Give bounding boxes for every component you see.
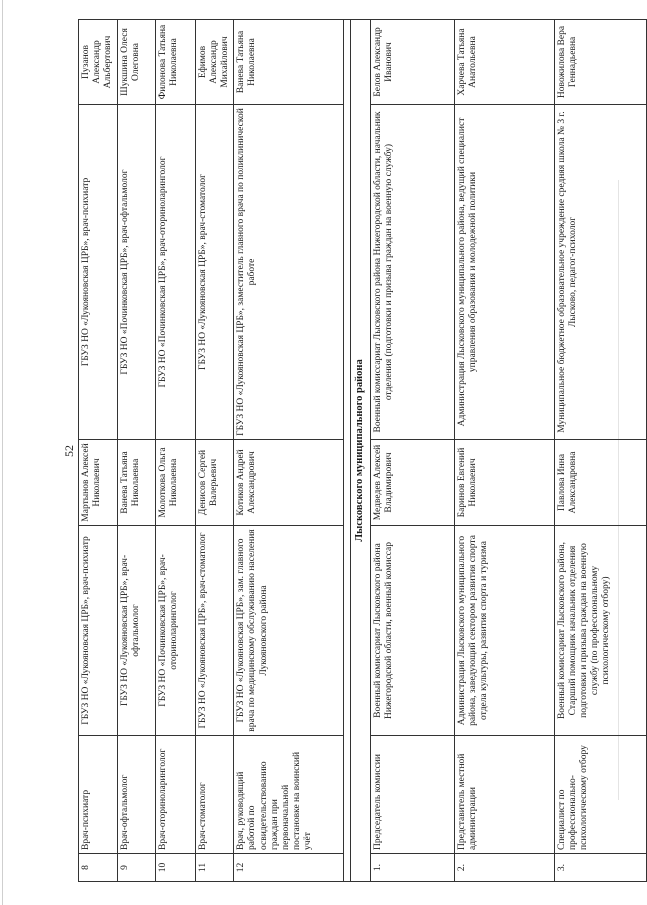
reserve-name-cell: Шукшина Олеся Олеговна [117, 20, 155, 105]
member-organization-cell: ГБУЗ НО «Лукояновская ЦРБ», врач-психиатр [79, 526, 118, 736]
reserve-organization-cell: Военный комиссариат Лысковского района Нижегородской области, начальник отделения (подготовки и призыва граждан на военную службу) [370, 105, 454, 440]
reserve-name-cell: Новожилова Вера Геннадьевна [554, 20, 646, 105]
position-cell: Врач-офтальмолог [117, 736, 155, 854]
table-row [117, 20, 155, 882]
member-organization-cell: Военный комиссариат Лысковского района, Старший помощник начальник отделения подготовки и призыва граждан на военную службу (по профессиональному психологическому отбору) [554, 526, 646, 736]
reserve-name-cell: Филонова Татьяна Николаевна [155, 20, 195, 105]
table-row [79, 20, 118, 882]
table-row [234, 20, 344, 882]
section-title: Лысковского муниципального района [351, 20, 370, 882]
table-row [155, 20, 195, 882]
reserve-organization-cell: ГБУЗ НО «Лукояновская ЦРБ», врач-психиатр [79, 105, 118, 440]
member-name-cell: Павлова Инна Александровна [554, 440, 646, 526]
position-cell: Представитель местной администрации [454, 736, 554, 854]
reserve-organization-cell: ГБУЗ НО «Лукояновская ЦРБ», врач-стоматолог [195, 105, 234, 440]
rotated-document [48, 20, 612, 882]
row-number: 2. [454, 854, 554, 882]
reserve-organization-cell: ГБУЗ НО «Починковская ЦРБ», врач-оториноларинголог [155, 105, 195, 440]
row-number: 8 [79, 854, 118, 882]
page-stage [48, 20, 612, 882]
row-number: 1. [370, 854, 454, 882]
reserve-organization-cell: ГБУЗ НО «Починковская ЦРБ», врач-офтальмолог [117, 105, 155, 440]
commission-table [78, 19, 647, 882]
reserve-organization-cell: Администрация Лысковского муниципального района, ведущий специалист управления образования и молодежной политики [454, 105, 554, 440]
reserve-name-cell: Ванева Татьяна Николаевна [234, 20, 344, 105]
member-organization-cell: ГБУЗ НО «Лукояновская ЦРБ», врач-офтальмолог [117, 526, 155, 736]
reserve-organization-cell: Муниципальное бюджетное образовательное учреждение средняя школа № 3 г. Лысково, педагог-психолог [554, 105, 646, 440]
position-cell: Врач, руководящий работой по освидетельствованию граждан при первоначальной постановке на воинский учёт [234, 736, 344, 854]
member-name-cell: Котиков Андрей Александрович [234, 440, 344, 526]
page-number: 52 [62, 445, 76, 457]
member-name-cell: Молоткова Ольга Николаевна [155, 440, 195, 526]
member-name-cell: Медведев Алексей Владимирович [370, 440, 454, 526]
spacer-row [344, 20, 351, 882]
table-row [554, 20, 646, 882]
reserve-name-cell: Харчева Татьяна Анатольевна [454, 20, 554, 105]
member-organization-cell: ГБУЗ НО «Лукояновская ЦРБ», врач-стоматолог [195, 526, 234, 736]
position-cell: Врач-психиатр [79, 736, 118, 854]
position-cell: Врач-оториноларинголог [155, 736, 195, 854]
row-number: 12 [234, 854, 344, 882]
member-name-cell: Мартынов Алексей Николаевич [79, 440, 118, 526]
reserve-name-cell: Белов Александр Иванович [370, 20, 454, 105]
position-cell: Председатель комиссии [370, 736, 454, 854]
row-number: 10 [155, 854, 195, 882]
reserve-name-cell: Пузанов Александр Альбертович [79, 20, 118, 105]
member-name-cell: Денисов Сергей Валерьевич [195, 440, 234, 526]
table-row [370, 20, 454, 882]
row-number: 9 [117, 854, 155, 882]
reserve-organization-cell: ГБУЗ НО «Лукояновская ЦРБ», заместитель главного врача по поликлинической работе [234, 105, 344, 440]
position-cell: Врач-стоматолог [195, 736, 234, 854]
table-body-top [79, 20, 344, 882]
reserve-name-cell: Ефимов Александр Михайлович [195, 20, 234, 105]
member-name-cell: Ванева Татьяна Николаевна [117, 440, 155, 526]
member-organization-cell: ГБУЗ НО «Починковская ЦРБ», врач-оториноларинголог [155, 526, 195, 736]
position-cell: Специалист по профессионально-психологическому отбору [554, 736, 646, 854]
section-body [344, 20, 370, 882]
member-name-cell: Баринов Евгений Николаевич [454, 440, 554, 526]
member-organization-cell: ГБУЗ НО «Лукояновская ЦРБ», зам. главного врача по медицинскому обслуживанию населения Лукояновского района [234, 526, 344, 736]
section-row [351, 20, 370, 882]
member-organization-cell: Военный комиссариат Лысковского района Нижегородской области, военный комиссар [370, 526, 454, 736]
member-organization-cell: Администрация Лысковского муниципального района, заведующий сектором развития спорта отдела культуры, развития спорта и туризма [454, 526, 554, 736]
row-number: 3. [554, 854, 646, 882]
row-number: 11 [195, 854, 234, 882]
scan-edge-line [2, 0, 3, 905]
table-row [195, 20, 234, 882]
table-row [454, 20, 554, 882]
table-body-bottom [370, 20, 646, 882]
